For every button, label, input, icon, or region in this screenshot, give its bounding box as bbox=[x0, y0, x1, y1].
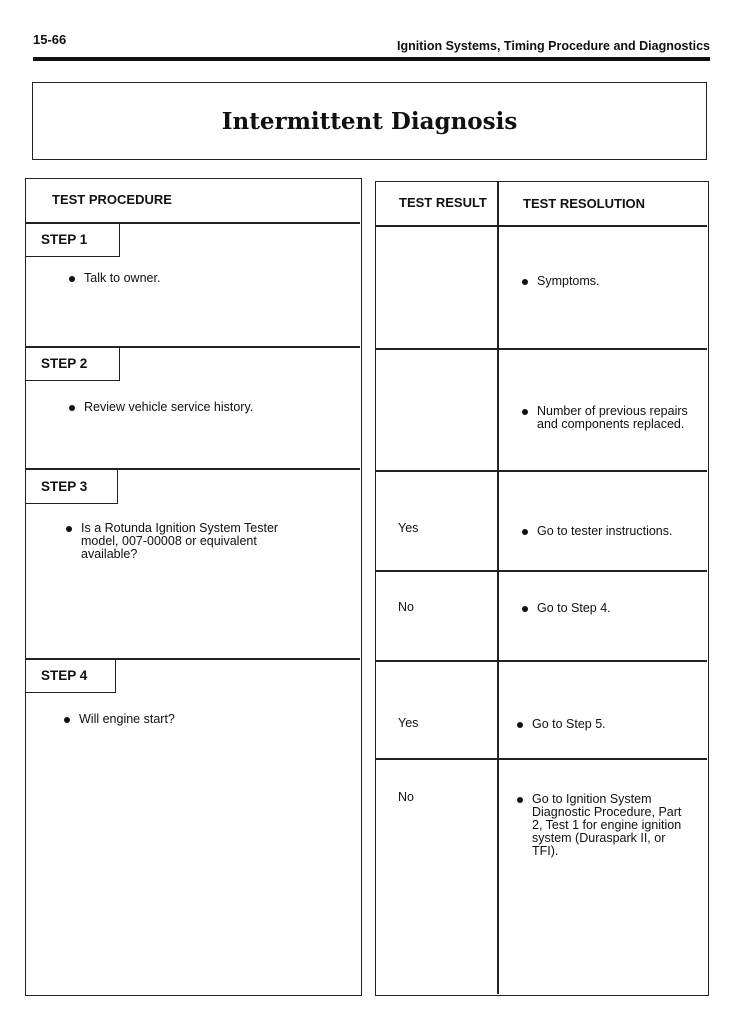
step-3-yes-resolution: Go to tester instructions. bbox=[522, 525, 702, 538]
step-1-tab bbox=[26, 223, 120, 257]
step-3-label: STEP 3 bbox=[41, 478, 88, 494]
divider bbox=[376, 470, 707, 472]
divider bbox=[376, 348, 707, 350]
bullet-icon bbox=[66, 526, 72, 532]
result-column-header: TEST RESULT bbox=[399, 195, 487, 210]
step-4-text: Will engine start? bbox=[64, 713, 324, 726]
divider bbox=[376, 225, 707, 227]
bullet-icon bbox=[517, 722, 523, 728]
title-box bbox=[32, 82, 707, 160]
header-rule bbox=[33, 57, 710, 61]
step-2-text: Review vehicle service history. bbox=[69, 401, 339, 414]
step-4-yes-resolution: Go to Step 5. bbox=[517, 718, 697, 731]
step-3-text: Is a Rotunda Ignition System Tester model, 007-00008 or equivalent available? bbox=[66, 522, 311, 561]
step-4-no-resolution: Go to Ignition System Diagnostic Procedure, Part 2, Test 1 for engine ignition system (Duraspark II, or TFI). bbox=[517, 793, 692, 858]
step-4-yes-result: Yes bbox=[398, 716, 419, 730]
step-3-no-result: No bbox=[398, 600, 414, 614]
bullet-icon bbox=[522, 529, 528, 535]
bullet-icon bbox=[64, 717, 70, 723]
divider bbox=[376, 570, 707, 572]
column-divider bbox=[497, 182, 499, 994]
section-title: Ignition Systems, Timing Procedure and Diagnostics bbox=[396, 39, 710, 53]
bullet-icon bbox=[517, 797, 523, 803]
step-1-label: STEP 1 bbox=[41, 232, 88, 247]
step-1-text: Talk to owner. bbox=[69, 272, 339, 285]
page-title: Intermittent Diagnosis bbox=[221, 107, 518, 135]
step-3-tab bbox=[26, 469, 118, 504]
bullet-icon bbox=[69, 405, 75, 411]
bullet-icon bbox=[69, 276, 75, 282]
bullet-icon bbox=[522, 606, 528, 612]
divider bbox=[376, 660, 707, 662]
bullet-icon bbox=[522, 409, 528, 415]
resolution-column-header: TEST RESOLUTION bbox=[523, 196, 646, 211]
step-4-tab bbox=[26, 659, 116, 693]
step-2-tab bbox=[26, 347, 120, 381]
bullet-icon bbox=[522, 279, 528, 285]
step-1-resolution: Symptoms. bbox=[522, 275, 697, 288]
page-number: 15-66 bbox=[33, 32, 67, 47]
procedure-table bbox=[25, 178, 362, 996]
step-2-resolution: Number of previous repairs and components replaced. bbox=[522, 405, 697, 431]
divider bbox=[376, 758, 707, 760]
step-4-label: STEP 4 bbox=[41, 668, 88, 683]
procedure-column-header: TEST PROCEDURE bbox=[52, 192, 172, 207]
step-4-no-result: No bbox=[398, 790, 414, 804]
step-3-yes-result: Yes bbox=[398, 521, 419, 535]
step-2-label: STEP 2 bbox=[41, 356, 88, 371]
step-3-no-resolution: Go to Step 4. bbox=[522, 602, 702, 615]
results-table bbox=[375, 181, 709, 996]
